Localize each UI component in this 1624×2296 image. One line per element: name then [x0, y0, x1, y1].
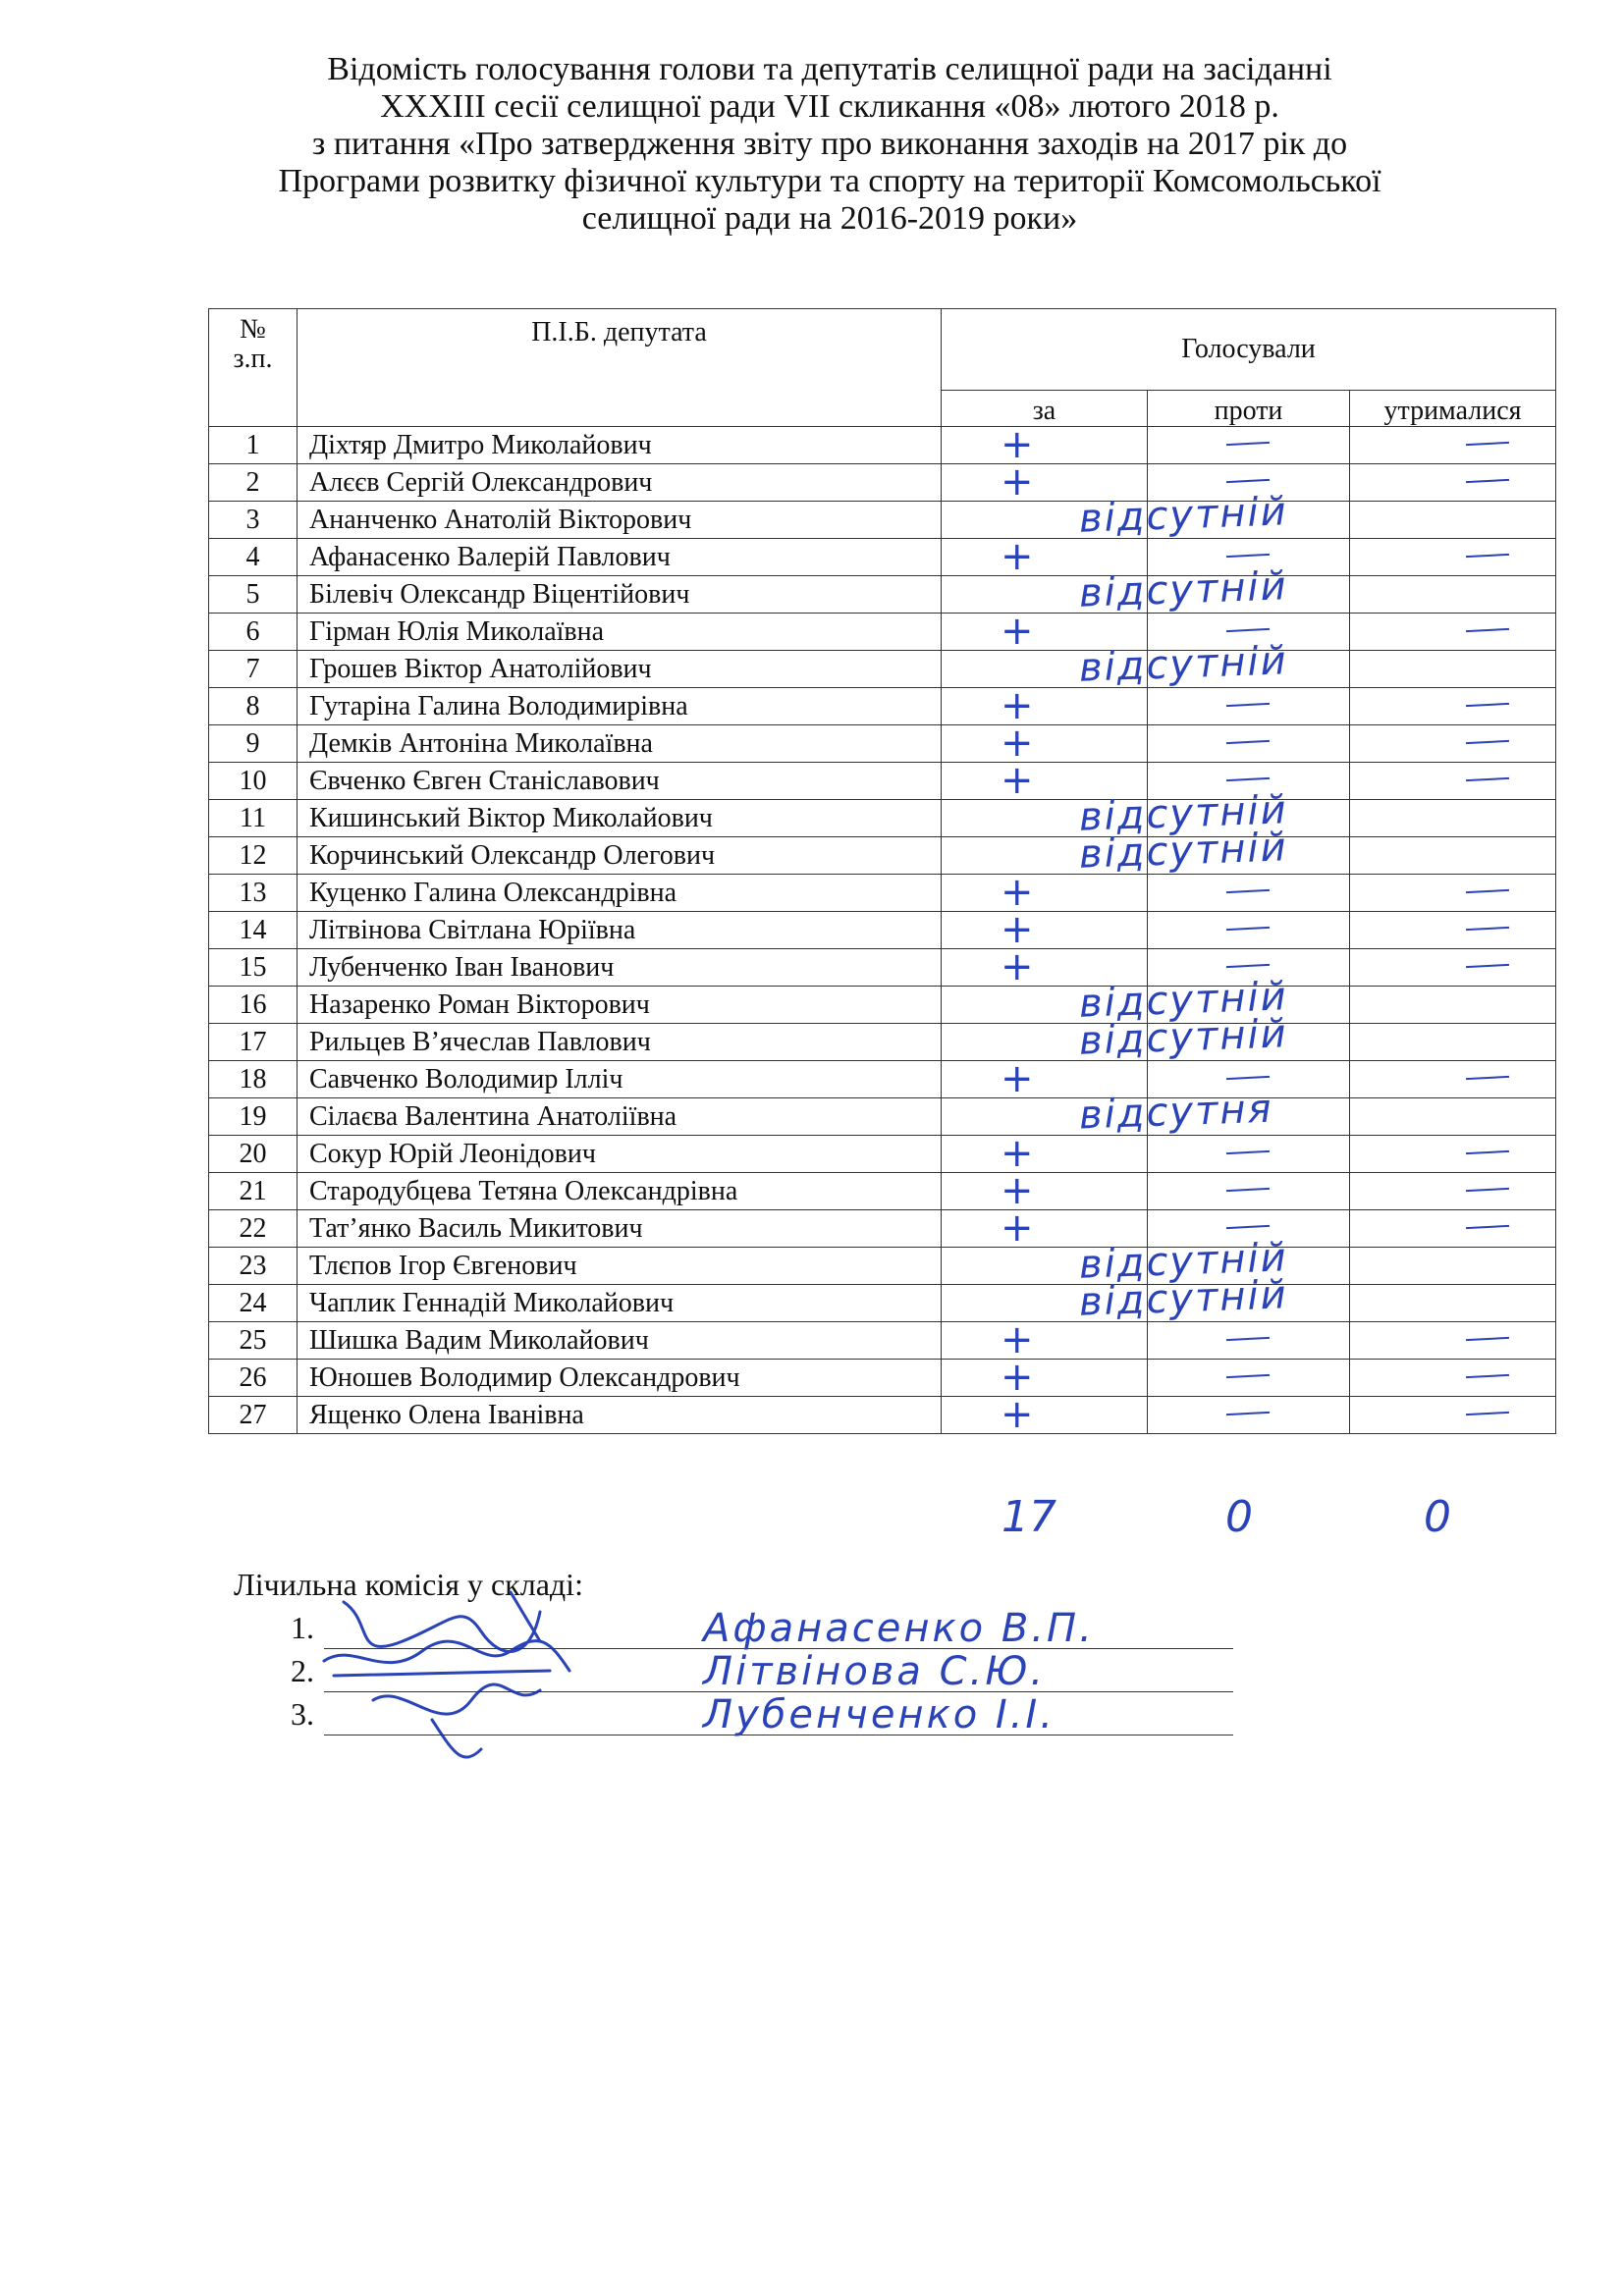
- dash-mark: [1466, 1225, 1509, 1229]
- row-number: 21: [209, 1173, 298, 1210]
- row-number: 10: [209, 763, 298, 800]
- table-row: [209, 1024, 1556, 1061]
- deputy-name: Сілаєва Валентина Анатоліївна: [298, 1098, 942, 1136]
- table-row: [209, 1098, 1556, 1136]
- dash-mark: [1226, 554, 1270, 558]
- vote-abstained-cell: [1350, 688, 1556, 725]
- commission-member: [291, 1606, 1233, 1653]
- absent-mark: відсутній: [1078, 489, 1289, 542]
- dash-mark: [1466, 1188, 1509, 1192]
- vote-for-cell: [942, 489, 1289, 542]
- deputy-name: Білевіч Олександр Віцентійович: [298, 576, 942, 614]
- vote-abstained-cell: [1350, 539, 1556, 576]
- row-number: 2: [209, 464, 298, 502]
- dash-mark: [1226, 889, 1270, 893]
- vote-abstained-cell: [1350, 1397, 1556, 1434]
- member-index: 3.: [291, 1696, 314, 1732]
- commission-label: Лічильна комісія у складі:: [234, 1567, 583, 1602]
- vote-abstained-cell: [1350, 1285, 1556, 1322]
- row-number: 23: [209, 1248, 298, 1285]
- plus-mark: +: [1001, 1317, 1034, 1362]
- total-abstained: 0: [1424, 1492, 1451, 1542]
- row-number: 22: [209, 1210, 298, 1248]
- deputy-name: Лубенченко Іван Іванович: [298, 949, 942, 987]
- plus-mark: +: [1001, 721, 1034, 766]
- deputy-name: Шишка Вадим Миколайович: [298, 1322, 942, 1360]
- absent-mark: відсутній: [1078, 1272, 1289, 1325]
- vote-against-cell: [1148, 651, 1350, 688]
- row-number: 9: [209, 725, 298, 763]
- header-deputy-name: П.І.Б. депутата: [298, 309, 942, 427]
- vote-abstained-cell: [1350, 912, 1556, 949]
- dash-mark: [1466, 1150, 1509, 1154]
- total-against: 0: [1225, 1492, 1253, 1542]
- plus-mark: +: [1001, 758, 1034, 803]
- deputy-name: Тлєпов Ігор Євгенович: [298, 1248, 942, 1285]
- deputy-name: Куценко Галина Олександрівна: [298, 875, 942, 912]
- plus-mark: +: [1001, 683, 1034, 728]
- document-title: [187, 51, 1473, 238]
- vote-for-cell: [942, 1131, 1148, 1176]
- deputy-name: Літвінова Світлана Юріївна: [298, 912, 942, 949]
- table-row: [209, 614, 1556, 651]
- title-line: Відомість голосування голови та депутатів селищної ради на засіданні: [327, 51, 1332, 87]
- dash-mark: [1226, 964, 1270, 968]
- title-line: з питання «Про затвердження звіту про виконання заходів на 2017 рік до: [311, 126, 1348, 162]
- plus-mark: +: [1001, 1392, 1034, 1437]
- vote-abstained-cell: [1350, 837, 1556, 875]
- member-name: Лубенченко І.І.: [703, 1692, 1056, 1737]
- vote-abstained-cell: [1350, 987, 1556, 1024]
- row-number: 19: [209, 1098, 298, 1136]
- vote-abstained-cell: [1350, 763, 1556, 800]
- dash-mark: [1226, 740, 1270, 744]
- vote-against-cell: [1148, 1322, 1350, 1360]
- dash-mark: [1226, 1337, 1270, 1341]
- dash-mark: [1466, 927, 1509, 931]
- vote-for-cell: [942, 907, 1148, 952]
- vote-for-cell: [942, 1011, 1289, 1064]
- table-row: [209, 1360, 1556, 1397]
- dash-mark: [1226, 1412, 1270, 1415]
- vote-abstained-cell: [1350, 800, 1556, 837]
- table-row: [209, 725, 1556, 763]
- table-row: [209, 539, 1556, 576]
- vote-for-cell: [942, 1272, 1289, 1325]
- vote-abstained-cell: [1350, 1136, 1556, 1173]
- dash-mark: [1466, 1412, 1509, 1415]
- title-line: селищної ради на 2016-2019 роки»: [581, 200, 1078, 237]
- vote-for-cell: [942, 721, 1148, 766]
- vote-abstained-cell: [1350, 502, 1556, 539]
- table-row: [209, 949, 1556, 987]
- row-number: 5: [209, 576, 298, 614]
- title-line: XXXIII сесії селищної ради VII скликання «08» лютого 2018 р.: [380, 88, 1279, 125]
- table-body: [209, 422, 1556, 1437]
- plus-mark: +: [1001, 1056, 1034, 1101]
- deputy-name: Євченко Євген Станіславович: [298, 763, 942, 800]
- dash-mark: [1226, 442, 1270, 446]
- row-number: 20: [209, 1136, 298, 1173]
- vote-against-cell: [1148, 688, 1350, 725]
- vote-abstained-cell: [1350, 1024, 1556, 1061]
- row-number: 8: [209, 688, 298, 725]
- table-row: [209, 763, 1556, 800]
- vote-abstained-cell: [1350, 427, 1556, 464]
- dash-mark: [1226, 703, 1270, 707]
- dash-mark: [1226, 927, 1270, 931]
- dash-mark: [1466, 1374, 1509, 1378]
- dash-mark: [1466, 964, 1509, 968]
- plus-mark: +: [1001, 1131, 1034, 1176]
- dash-mark: [1466, 1337, 1509, 1341]
- vote-against-cell: [1148, 1098, 1350, 1136]
- vote-abstained-cell: [1350, 1360, 1556, 1397]
- deputy-name: Чаплик Геннадій Миколайович: [298, 1285, 942, 1322]
- header-number: № з.п.: [209, 309, 298, 427]
- deputy-name: Гірман Юлія Миколаївна: [298, 614, 942, 651]
- member-name: Афанасенко В.П.: [703, 1606, 1095, 1651]
- table-row: [209, 1322, 1556, 1360]
- deputy-name: Гутаріна Галина Володимирівна: [298, 688, 942, 725]
- vote-abstained-cell: [1350, 576, 1556, 614]
- vote-abstained-cell: [1350, 1098, 1556, 1136]
- table-row: [209, 1248, 1556, 1285]
- table-row: [209, 912, 1556, 949]
- deputy-name: Афанасенко Валерій Павлович: [298, 539, 942, 576]
- vote-abstained-cell: [1350, 1173, 1556, 1210]
- member-index: 2.: [291, 1653, 314, 1688]
- absent-mark: відсутній: [1078, 825, 1289, 878]
- dash-mark: [1226, 628, 1270, 632]
- row-number: 3: [209, 502, 298, 539]
- dash-mark: [1466, 740, 1509, 744]
- vote-abstained-cell: [1350, 1210, 1556, 1248]
- deputy-name: Діхтяр Дмитро Миколайович: [298, 427, 942, 464]
- table-row: [209, 800, 1556, 837]
- vote-for-cell: [942, 1317, 1148, 1362]
- dash-mark: [1466, 777, 1509, 781]
- dash-mark: [1226, 1076, 1270, 1080]
- row-number: 4: [209, 539, 298, 576]
- vote-for-cell: [942, 422, 1148, 467]
- total-for: 17: [1001, 1492, 1056, 1542]
- table-row: [209, 1061, 1556, 1098]
- vote-against-cell: [1148, 1360, 1350, 1397]
- deputy-name: Ященко Олена Іванівна: [298, 1397, 942, 1434]
- vote-against-cell: [1148, 912, 1350, 949]
- absent-mark: відсутня: [1078, 1086, 1274, 1139]
- vote-abstained-cell: [1350, 725, 1556, 763]
- dash-mark: [1466, 889, 1509, 893]
- vote-totals: [0, 1492, 1624, 1541]
- vote-against-cell: [1148, 1397, 1350, 1434]
- deputy-name: Демків Антоніна Миколаївна: [298, 725, 942, 763]
- row-number: 14: [209, 912, 298, 949]
- row-number: 27: [209, 1397, 298, 1434]
- row-number: 26: [209, 1360, 298, 1397]
- vote-against-cell: [1148, 1024, 1350, 1061]
- vote-against-cell: [1148, 725, 1350, 763]
- row-number: 6: [209, 614, 298, 651]
- row-number: 17: [209, 1024, 298, 1061]
- dash-mark: [1466, 554, 1509, 558]
- dash-mark: [1466, 479, 1509, 483]
- dash-mark: [1466, 703, 1509, 707]
- vote-against-cell: [1148, 1136, 1350, 1173]
- vote-abstained-cell: [1350, 464, 1556, 502]
- title-line: Програми розвитку фізичної культури та спорту на території Комсомольської: [278, 163, 1381, 199]
- vote-abstained-cell: [1350, 1248, 1556, 1285]
- deputy-name: Рильцев В’ячеслав Павлович: [298, 1024, 942, 1061]
- vote-for-cell: [942, 870, 1148, 915]
- deputy-name: Сокур Юрій Леонідович: [298, 1136, 942, 1173]
- row-number: 1: [209, 427, 298, 464]
- deputy-name: Алєєв Сергій Олександрович: [298, 464, 942, 502]
- vote-abstained-cell: [1350, 1061, 1556, 1098]
- vote-for-cell: [942, 1086, 1274, 1139]
- plus-mark: +: [1001, 944, 1034, 989]
- table-row: [209, 1285, 1556, 1322]
- commission-member: [291, 1649, 1233, 1696]
- header-abstained: утрималися: [1350, 391, 1556, 427]
- member-name: Літвінова С.Ю.: [703, 1649, 1047, 1694]
- header-for: за: [942, 391, 1148, 427]
- member-index: 1.: [291, 1610, 314, 1645]
- vote-abstained-cell: [1350, 875, 1556, 912]
- vote-against-cell: [1148, 1285, 1350, 1322]
- voting-table: [208, 308, 1556, 1437]
- commission-members: [291, 1606, 1233, 1739]
- dash-mark: [1226, 1188, 1270, 1192]
- vote-abstained-cell: [1350, 651, 1556, 688]
- vote-for-cell: [942, 563, 1289, 616]
- deputy-name: Кишинський Віктор Миколайович: [298, 800, 942, 837]
- vote-for-cell: [942, 638, 1289, 691]
- vote-against-cell: [1148, 837, 1350, 875]
- table-row: [209, 688, 1556, 725]
- table-row: [209, 464, 1556, 502]
- table-row: [209, 1173, 1556, 1210]
- absent-mark: відсутній: [1078, 974, 1289, 1027]
- plus-mark: +: [1001, 1168, 1034, 1213]
- row-number: 13: [209, 875, 298, 912]
- plus-mark: +: [1001, 422, 1034, 467]
- table-row: [209, 837, 1556, 875]
- table-row: [209, 875, 1556, 912]
- vote-abstained-cell: [1350, 949, 1556, 987]
- absent-mark: відсутній: [1078, 1011, 1289, 1064]
- header-against: проти: [1148, 391, 1350, 427]
- dash-mark: [1226, 1225, 1270, 1229]
- plus-mark: +: [1001, 870, 1034, 915]
- row-number: 16: [209, 987, 298, 1024]
- table-row: [209, 1136, 1556, 1173]
- vote-abstained-cell: [1350, 614, 1556, 651]
- dash-mark: [1226, 777, 1270, 781]
- deputy-name: Юношев Володимир Олександрович: [298, 1360, 942, 1397]
- row-number: 18: [209, 1061, 298, 1098]
- plus-mark: +: [1001, 907, 1034, 952]
- deputy-name: Назаренко Роман Вікторович: [298, 987, 942, 1024]
- table-row: [209, 651, 1556, 688]
- deputy-name: Тат’янко Василь Микитович: [298, 1210, 942, 1248]
- dash-mark: [1226, 1374, 1270, 1378]
- vote-against-cell: [1148, 576, 1350, 614]
- table-row: [209, 1210, 1556, 1248]
- commission-member: [291, 1692, 1233, 1739]
- vote-against-cell: [1148, 1173, 1350, 1210]
- table-row: [209, 576, 1556, 614]
- table-row: [209, 427, 1556, 464]
- dash-mark: [1226, 1150, 1270, 1154]
- vote-for-cell: [942, 683, 1148, 728]
- vote-for-cell: [942, 1392, 1148, 1437]
- deputy-name: Стародубцева Тетяна Олександрівна: [298, 1173, 942, 1210]
- dash-mark: [1466, 1076, 1509, 1080]
- dash-mark: [1226, 479, 1270, 483]
- absent-mark: відсутній: [1078, 787, 1289, 840]
- dash-mark: [1466, 628, 1509, 632]
- deputy-name: Савченко Володимир Ілліч: [298, 1061, 942, 1098]
- header-voted: Голосували: [942, 309, 1556, 391]
- vote-against-cell: [1148, 502, 1350, 539]
- vote-against-cell: [1148, 427, 1350, 464]
- table-row: [209, 1397, 1556, 1434]
- vote-for-cell: [942, 1168, 1148, 1213]
- vote-for-cell: [942, 825, 1289, 878]
- plus-mark: +: [1001, 534, 1034, 579]
- vote-abstained-cell: [1350, 1322, 1556, 1360]
- vote-against-cell: [1148, 875, 1350, 912]
- deputy-name: Грошев Віктор Анатолійович: [298, 651, 942, 688]
- table-row: [209, 987, 1556, 1024]
- row-number: 7: [209, 651, 298, 688]
- absent-mark: відсутній: [1078, 1235, 1289, 1288]
- row-number: 15: [209, 949, 298, 987]
- row-number: 12: [209, 837, 298, 875]
- table-row: [209, 502, 1556, 539]
- dash-mark: [1466, 442, 1509, 446]
- plus-mark: +: [1001, 609, 1034, 654]
- absent-mark: відсутній: [1078, 638, 1289, 691]
- vote-for-cell: [942, 1355, 1148, 1400]
- row-number: 11: [209, 800, 298, 837]
- plus-mark: +: [1001, 1355, 1034, 1400]
- deputy-name: Корчинський Олександр Олегович: [298, 837, 942, 875]
- row-number: 24: [209, 1285, 298, 1322]
- deputy-name: Ананченко Анатолій Вікторович: [298, 502, 942, 539]
- row-number: 25: [209, 1322, 298, 1360]
- plus-mark: +: [1001, 1205, 1034, 1251]
- plus-mark: +: [1001, 459, 1034, 505]
- absent-mark: відсутній: [1078, 563, 1289, 616]
